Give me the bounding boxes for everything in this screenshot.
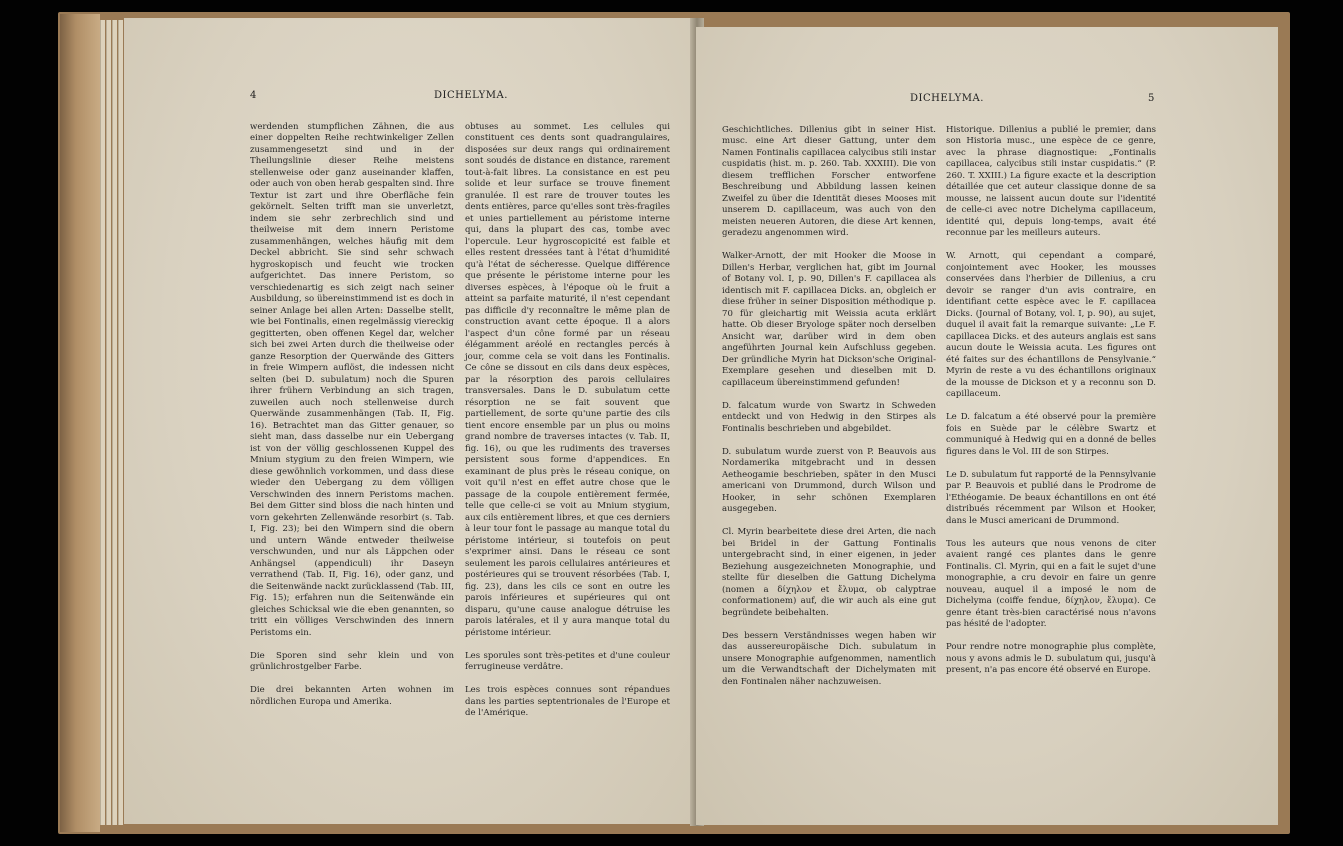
paragraph: D. subulatum wurde zuerst von P. Beauvois aus Nordamerika mitgebracht und in dessen Aetheogamie beschrieben, später in den Musci americani von Drummond, durch Wilson und Hooker, in sehr schönen Exemplaren ausgegeben. xyxy=(722,446,936,514)
page-stack-edge xyxy=(106,20,111,825)
right-page xyxy=(696,27,1278,825)
paragraph: Historique. Dillenius a publié le premier, dans son Historia musc., une espèce de ce genre, avec la phrase diagnostique: „Fontinalis capillacea, calycibus stili instar cuspidatis.“ (P. 260. T. XXIII.) La figure exacte et la description détaillée que cet auteur classique donne de sa mousse, ne laissent aucun doute sur l'identité de celle-ci avec notre Dichelyma capillaceum, identité qui, depuis long-temps, avait été reconnue par les meilleurs auteurs. xyxy=(946,124,1156,238)
running-head: DICHELYMA. xyxy=(434,90,508,101)
paragraph: Les trois espèces connues sont répandues dans les parties septentrionales de l'Europe et de l'Amérique. xyxy=(465,685,670,718)
paragraph: Walker-Arnott, der mit Hooker die Moose in Dillen's Herbar, verglichen hat, gibt im Journal of Botany vol. I, p. 90, Dillen's F. capillacea als identisch mit F. capillacea Dicks. an, obgleich er diese früher in seiner Disposition méthodique p. 70 für gleichartig mit Weissia acuta erklärt hatte. Ob dieser Bryologe später noch derselben Ansicht war, darüber wird in dem oben angeführten Journal kein Aufschluss gegeben. Der gründliche Myrin hat Dickson'sche Original-Exemplare gesehen und dieselben mit D. capillaceum übereinstimmend gefunden! xyxy=(722,251,936,388)
french-column xyxy=(465,110,670,731)
page-stack-edge xyxy=(100,20,105,825)
paragraph: Cl. Myrin bearbeitete diese drei Arten, die nach bei Bridel in der Gattung Fontinalis untergebracht sind, in einer eigenen, in jeder Beziehung ausgezeichneten Monographie, und stellte für dieselben die Gattung Dichelyma (nomen a δίχηλον et ἔλυμα, ob calyptrae conformationem) auf, die wir auch als eine gut begründete beibehalten. xyxy=(722,527,936,618)
paragraph: Die Sporen sind sehr klein und von grünlichrostgelber Farbe. xyxy=(250,650,454,672)
paragraph: Le D. subulatum fut rapporté de la Pennsylvanie par P. Beauvois et publié dans le Prodrome de l'Ethéogamie. De beaux échantillons en ont été distribués récemment par Wilson et Hooker, dans le Musci americani de Drummond. xyxy=(946,469,1156,526)
paragraph: D. falcatum wurde von Swartz in Schweden entdeckt und von Hedwig in den Stirpes als Fontinalis beschrieben und abgebildet. xyxy=(722,400,936,434)
paragraph: Geschichtliches. Dillenius gibt in seiner Hist. musc. eine Art dieser Gattung, unter dem Namen Fontinalis capillacea calycibus stili instar cuspidatis (hist. m. p. 260. Tab. XXXIII). Die von diesem trefflichen Forscher entworfene Beschreibung und Abbildung lassen keinen Zweifel zu über die Identität dieses Mooses mit unserem D. capillaceum, was auch von den meisten neueren Autoren, die diese Art kennen, geradezu angenommen wird. xyxy=(722,124,936,238)
page-number: 4 xyxy=(250,90,257,101)
page-edges xyxy=(60,14,100,832)
page-number: 5 xyxy=(1148,93,1155,104)
paragraph: werdenden stumpflichen Zähnen, die aus einer doppelten Reihe rechtwinkeliger Zellen zusammengesetzt sind und in der Theilungslinie dieser Reihe meistens stellenweise oder ganz auseinander klaffen, oder auch von oben herab gespalten sind. Ihre Textur ist zart und ihre Oberfläche fein gekörnelt. Selten trifft man sie unverletzt, indem sie sehr zerbrechlich sind und theilweise mit dem innern Peristome zusammenhängen, welches häufig mit dem Deckel abbricht. Sie sind sehr schwach hygroskopisch und feucht wie trocken aufgerichtet. Das innere Peristom, so verschiedenartig es sich zeigt nach seiner Ausbildung, so übereinstimmend ist es doch in seiner Anlage bei allen Arten: Dasselbe stellt, wie bei Fontinalis, einen regelmässig viereckig gegitterten, oben offenen Kegel dar, welcher sich bei zwei Arten durch die theilweise oder ganze Resorption der Querwände des Gitters in freie Wimpern auflöst, die indessen nicht selten (bei D. subulatum) noch die Spuren ihrer frühern Verbindung an sich tragen, zuweilen auch noch stellenweise durch Querwände zusammenhängen (Tab. II, Fig. 16). Betrachtet man das Gitter genauer, so sieht man, dass dasselbe nur ein Uebergang ist von der völlig geschlossenen Kuppel des Mnium stygium zu den freien Wimpern, wie diese gewöhnlich vorkommen, und dass diese wieder den Uebergang zu dem völligen Verschwinden des innern Peristoms machen. Bei dem Gitter sind bloss die nach hinten und vorn gekehrten Zellenwände resorbirt (s. Tab. I, Fig. 23); bei den Wimpern sind die obern und untern Wände entweder theilweise verschwunden, und nur als Läppchen oder Anhängsel (appendiculi) ihr Daseyn verrathend (Tab. II, Fig. 16), oder ganz, und die Seitenwände nackt zurücklassend (Tab. III, Fig. 15); erfahren nun die Seitenwände ein gleiches Schicksal wie die eben genannten, so tritt ein völliges Verschwinden des innern Peristoms ein. xyxy=(250,121,454,638)
french-column xyxy=(946,113,1156,688)
paragraph: Des bessern Verständnisses wegen haben wir das aussereuropäische Dich. subulatum in unsere Monographie aufgenommen, namentlich um die Verwandtschaft der Dichelymaten mit den Fontinalen näher nachzuweisen. xyxy=(722,630,936,687)
paragraph: Pour rendre notre monographie plus complète, nous y avons admis le D. subulatum qui, jusqu'à present, n'a pas encore été observé en Europe. xyxy=(946,642,1156,675)
paragraph: W. Arnott, qui cependant a comparé, conjointement avec Hooker, les mousses conservées dans l'herbier de Dillenius, a cru devoir se ranger d'un avis contraire, en identifiant cette espèce avec le F. capillacea Dicks. (Journal of Botany, vol. I, p. 90), au sujet, duquel il avait fait la remarque suivante: „Le F. capillacea Dicks. et des auteurs anglais est sans aucun doute le Weissia acuta. Les figures ont été faites sur des échantillons de Pensylvanie.“ Myrin de reste a vu des échantillons originaux de la mousse de Dickson et y a reconnu son D. capillaceum. xyxy=(946,251,1156,399)
page-stack-edge xyxy=(118,20,123,825)
left-page xyxy=(124,18,694,824)
page-stack-edge xyxy=(112,20,117,825)
paragraph: Die drei bekannten Arten wohnen im nördlichen Europa und Amerika. xyxy=(250,685,454,707)
german-column xyxy=(722,113,936,700)
german-column xyxy=(250,110,454,720)
paragraph: Les sporules sont très-petites et d'une couleur ferrugineuse verdâtre. xyxy=(465,650,670,672)
paragraph: Le D. falcatum a été observé pour la première fois en Suède par le célèbre Swartz et communiqué à Hedwig qui en a donné de belles figures dans le Vol. III de son Stirpes. xyxy=(946,412,1156,457)
paragraph: obtuses au sommet. Les cellules qui constituent ces dents sont quadrangulaires, disposées sur deux rangs qui ordinairement sont soudés de distance en distance, rarement tout-à-fait libres. La consistance en est peu solide et leur surface se trouve finement granulée. Il est rare de trouver toutes les dents entières, parce qu'elles sont très-fragiles et unies partiellement au péristome interne qui, dans la plupart des cas, tombe avec l'opercule. Leur hygroscopicité est faible et elles restent dressées tant à l'état d'humidité qu'à l'état de sécheresse. Quelque différence que présente le péristome interne pour les diverses espèces, à l'époque où le fruit a atteint sa parfaite maturité, il n'est cependant pas difficile d'y reconnaître le même plan de construction avant cette époque. Il a alors l'aspect d'un cône formé par un réseau élégamment aréolé en rectangles percés à jour, comme cela se voit dans les Fontinalis. Ce cône se dissout en cils dans deux espèces, par la résorption des parois cellulaires transversales. Dans le D. subulatum cette résorption ne se fait souvent que partiellement, de sorte qu'une partie des cils tient encore ensemble par un plus ou moins grand nombre de traverses intactes (v. Tab. II, fig. 16), ou que les rudiments des traverses persistent sous forme d'appendices. En examinant de plus près le réseau conique, on voit qu'il n'est en effet autre chose que le passage de la coupole entièrement fermée, telle que celle-ci se voit au Mnium stygium, aux cils entièrement libres, et que ces derniers à leur tour font le passage au manque total du péristome intérieur, si toutefois on peut s'exprimer ainsi. Dans le réseau ce sont seulement les parois cellulaires antérieures et postérieures qui se trouvent résorbées (Tab. I, fig. 23), dans les cils ce sont en outre les parois inférieures et supérieures qui ont disparu, qu'une cause analogue détruise les parois latérales, et il y aura manque total du péristome intérieur. xyxy=(465,121,670,638)
running-head: DICHELYMA. xyxy=(910,93,984,104)
paragraph: Tous les auteurs que nous venons de citer avaient rangé ces plantes dans le genre Fontinalis. Cl. Myrin, qui en a fait le sujet d'une monographie, a cru devoir en faire un genre nouveau, auquel il a imposé le nom de Dichelyma (coiffe fendue, δίχηλον, ἔλυμα). Ce genre étant très-bien caractérisé nous n'avons pas hésité de l'adopter. xyxy=(946,538,1156,629)
